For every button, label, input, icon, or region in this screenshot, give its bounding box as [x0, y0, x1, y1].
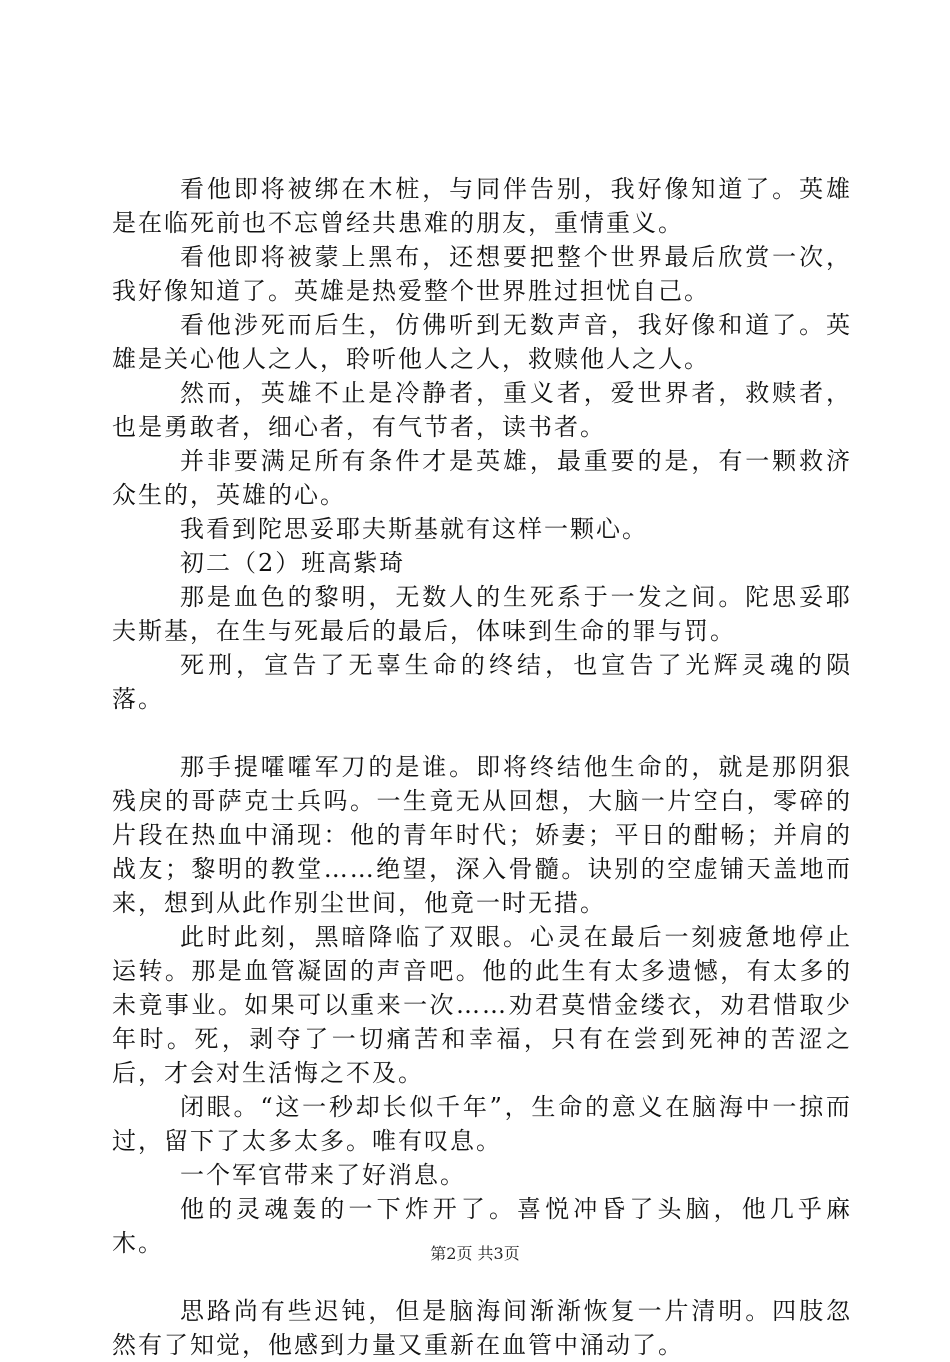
paragraph: 此时此刻，黑暗降临了双眼。心灵在最后一刻疲惫地停止运转。那是血管凝固的声音吧。他的此生有太多遗憾，有太多的未竟事业。如果可以重来一次……劝君莫惜金缕衣，劝君惜取少年时。死，剥夺了一切痛苦和幸福，只有在尝到死神的苦涩之后，才会对生活悔之不及。 [112, 923, 852, 1087]
paragraph: 然而，英雄不止是冷静者，重义者，爱世界者，救赎者，也是勇敢者，细心者，有气节者，读书者。 [112, 379, 852, 441]
paragraph: 那手提嚯嚯军刀的是谁。即将终结他生命的，就是那阴狠残戾的哥萨克士兵吗。一生竟无从回想，大脑一片空白，零碎的片段在热血中涌现：他的青年时代；娇妻；平日的酣畅；并肩的战友；黎明的教堂……绝望，深入骨髓。诀别的空虚铺天盖地而来，想到从此作别尘世间，他竟一时无措。 [112, 753, 852, 917]
paragraph: 他的灵魂轰的一下炸开了。喜悦冲昏了头脑，他几乎麻木。 [112, 1195, 852, 1257]
paragraph: 那是血色的黎明，无数人的生死系于一发之间。陀思妥耶夫斯基，在生与死最后的最后，体味到生命的罪与罚。 [112, 583, 852, 645]
paragraph: 死刑，宣告了无辜生命的终结，也宣告了光辉灵魂的陨落。 [112, 651, 852, 713]
paragraph: 看他涉死而后生，仿佛听到无数声音，我好像和道了。英雄是关心他人之人，聆听他人之人，救赎他人之人。 [112, 311, 852, 373]
author-line: 初二（2）班高紫琦 [180, 549, 406, 577]
paragraph: 看他即将被蒙上黑布，还想要把整个世界最后欣赏一次，我好像知道了。英雄是热爱整个世界胜过担忧自己。 [112, 243, 852, 305]
paragraph: 我看到陀思妥耶夫斯基就有这样一颗心。 [180, 515, 648, 543]
paragraph: 看他即将被绑在木桩，与同伴告别，我好像知道了。英雄是在临死前也不忘曾经共患难的朋友，重情重义。 [112, 175, 852, 237]
paragraph: 并非要满足所有条件才是英雄，最重要的是，有一颗救济众生的，英雄的心。 [112, 447, 852, 509]
paragraph: 一个军官带来了好消息。 [180, 1161, 466, 1189]
document-body [112, 172, 852, 1362]
paragraph: 闭眼。“这一秒却长似千年”，生命的意义在脑海中一掠而过，留下了太多太多。唯有叹息。 [112, 1093, 852, 1155]
paragraph: 思路尚有些迟钝，但是脑海间渐渐恢复一片清明。四肢忽然有了知觉，他感到力量又重新在血管中涌动了。 [112, 1297, 852, 1359]
page-footer: 第2页 共3页 [430, 1244, 520, 1263]
